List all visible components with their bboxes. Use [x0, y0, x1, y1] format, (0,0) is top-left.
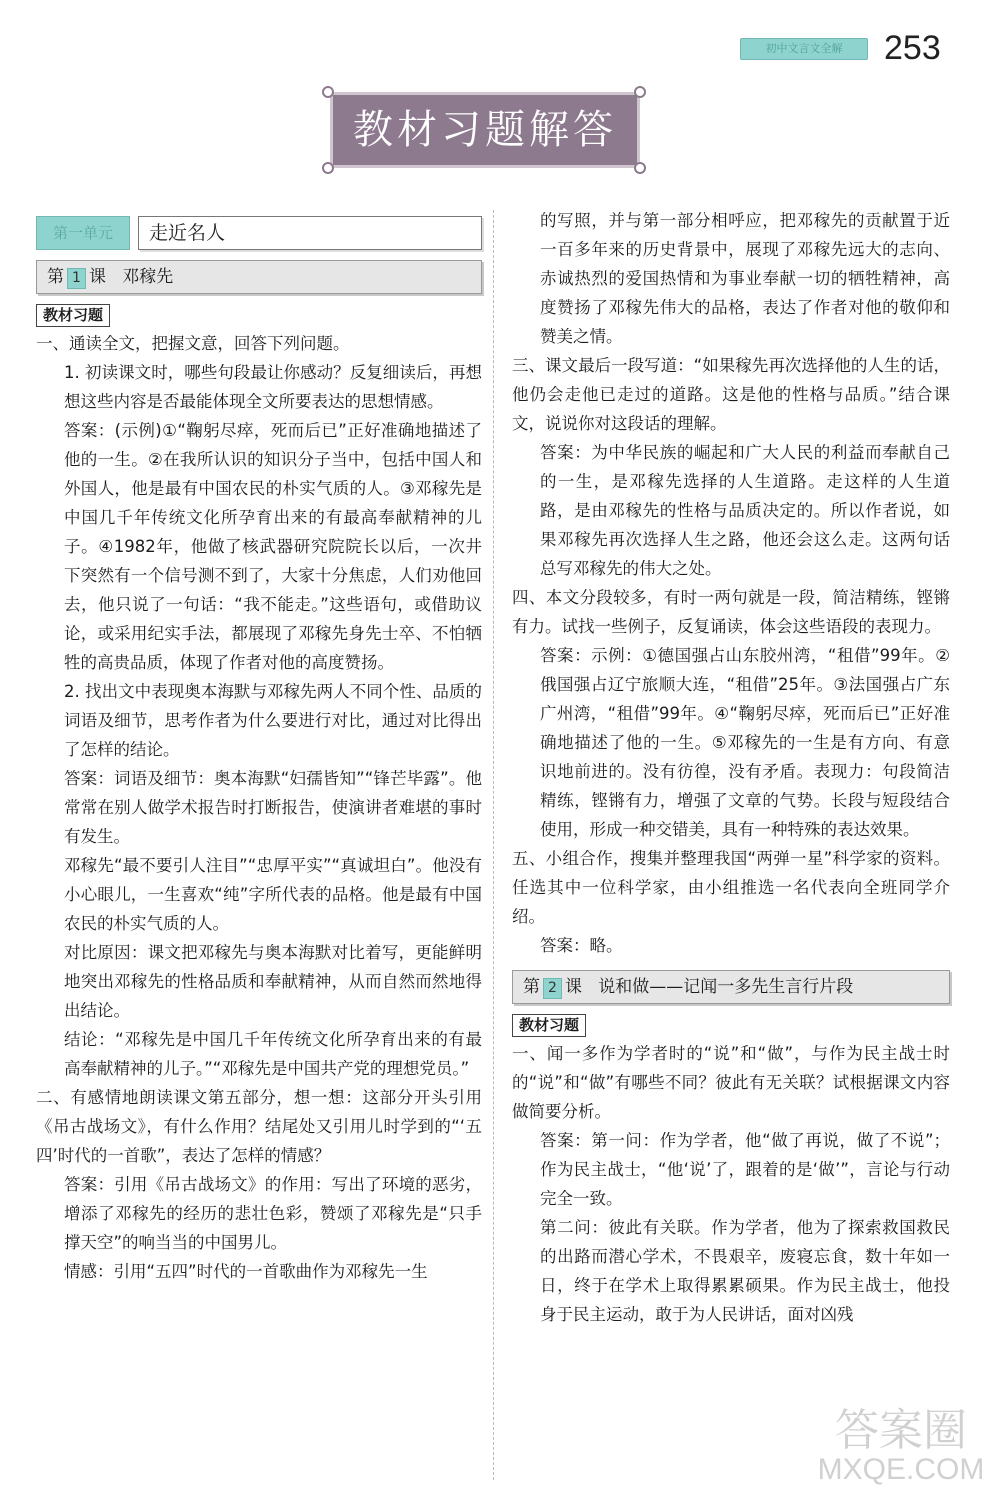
section-tag: 教材习题	[512, 1014, 586, 1037]
lesson-number: 2	[543, 978, 562, 999]
lesson-2-header	[512, 970, 950, 1004]
answer-5: 答案：略。	[540, 936, 623, 955]
answer-2-c: 的写照，并与第一部分相呼应，把邓稼先的贡献置于近一百多年来的历史背景中，展现了邓稼先远大的志向、赤诚热烈的爱国热情和为事业奉献一切的牺牲精神，高度赞扬了邓稼先伟大的品格，表达了作者对他的敬仰和赞美之情。	[540, 211, 950, 346]
banner-corner-dot	[634, 162, 646, 174]
watermark-top: 答案圈	[835, 1406, 967, 1455]
column-divider	[493, 210, 495, 1480]
banner-corner-dot	[322, 86, 334, 98]
unit-header	[36, 216, 482, 252]
title-banner	[330, 92, 640, 168]
question-5: 五、小组合作，搜集并整理我国“两弹一星”科学家的资料。任选其中一位科学家，由小组推选一名代表向全班同学介绍。	[512, 849, 950, 926]
answer-2-a: 答案：引用《吊古战场文》的作用：写出了环境的恶劣，增添了邓稼先的经历的悲壮色彩，赞颂了邓稼先是“只手撑天空”的响当当的中国男儿。	[64, 1175, 482, 1252]
answer-1-1: 答案：(示例)①“鞠躬尽瘁，死而后已”正好准确地描述了他的一生。②在我所认识的知识分子当中，包括中国人和外国人，他是最有中国农民的朴实气质的人。③邓稼先是中国几千年传统文化所孕育出来的有最高奉献精神的儿子。④1982年，他做了核武器研究院院长以后，一次井下突然有一个信号测不到了，大家十分焦虑，人们劝他回去，他只说了一句话：“我不能走。”这些语句，或借助议论，或采用纪实手法，都展现了邓稼先身先士卒、不怕牺牲的高贵品质，体现了作者对他的高度赞扬。	[64, 421, 482, 672]
question-3: 三、课文最后一段写道：“如果稼先再次选择他的人生的话，他仍会走他已走过的道路。这是他的性格与品质。”结合课文，说说你对这段话的理解。	[512, 356, 950, 433]
answer-1-2-c: 对比原因：课文把邓稼先与奥本海默对比着写，更能鲜明地突出邓稼先的性格品质和奉献精神，从而自然而然地得出结论。	[64, 943, 482, 1020]
lesson-number: 1	[67, 268, 86, 289]
answer-1-2-a: 答案：词语及细节：奥本海默“妇孺皆知”“锋芒毕露”。他常常在别人做学术报告时打断报告，使演讲者难堪的事时有发生。	[64, 769, 482, 846]
question-1-2: 2. 找出文中表现奥本海默与邓稼先两人不同个性、品质的词语及细节，思考作者为什么要进行对比，通过对比得出了怎样的结论。	[64, 682, 482, 759]
answer-1-2-b: 邓稼先“最不要引人注目”“忠厚平实”“真诚坦白”。他没有小心眼儿，一生喜欢“纯”字所代表的品格。他是最有中国农民的朴实气质的人。	[64, 856, 482, 933]
question-4: 四、本文分段较多，有时一两句就是一段，简洁精练，铿锵有力。试找一些例子，反复诵读，体会这些语段的表现力。	[512, 588, 950, 636]
lesson2-answer-1-b: 第二问：彼此有关联。作为学者，他为了探索救国救民的出路而潜心学术，不畏艰辛，废寝忘食，数十年如一日，终于在学术上取得累累硕果。作为民主战士，他投身于民主运动，敢于为人民讲话，面对凶残	[540, 1218, 950, 1324]
answer-1-2-d: 结论：“邓稼先是中国几千年传统文化所孕育出来的有最高奉献精神的儿子。”“邓稼先是中国共产党的理想党员。”	[64, 1030, 482, 1078]
left-column	[36, 206, 482, 1286]
lesson-suffix: 课	[89, 267, 106, 287]
lesson-1-header	[36, 260, 482, 294]
question-2: 二、有感情地朗读课文第五部分，想一想：这部分开头引用《吊古战场文》，有什么作用？结尾处又引用儿时学到的“‘五四’时代的一首歌”，表达了怎样的情感？	[36, 1088, 482, 1165]
answer-3: 答案：为中华民族的崛起和广大人民的利益而奉献自己的一生，是邓稼先选择的人生道路。走这样的人生道路，是由邓稼先的性格与品质决定的。所以作者说，如果邓稼先再次选择人生之路，他还会这么走。这两句话总写邓稼先的伟大之处。	[540, 443, 950, 578]
lesson2-question-1: 一、闻一多作为学者时的“说”和“做”，与作为民主战士时的“说”和“做”有哪些不同？彼此有无关联？试根据课文内容做简要分析。	[512, 1044, 950, 1121]
answer-2-b: 情感：引用“五四”时代的一首歌曲作为邓稼先一生	[64, 1262, 428, 1281]
answer-4: 答案：示例：①德国强占山东胶州湾，“租借”99年。②俄国强占辽宁旅顺大连，“租借”25年。③法国强占广东广州湾，“租借”99年。④“鞠躬尽瘁，死而后已”正好准确地描述了他的一生。⑤邓稼先的一生是有方向、有意识地前进的。没有彷徨，没有矛盾。表现力：句段简洁精练，铿锵有力，增强了文章的气势。长段与短段结合使用，形成一种交错美，具有一种特殊的表达效果。	[540, 646, 950, 839]
lesson-title: 说和做——记闻一多先生言行片段	[598, 977, 854, 997]
right-column	[512, 206, 950, 1329]
page-number: 253	[884, 29, 941, 67]
page-title: 教材习题解答	[353, 107, 617, 153]
unit-tag: 第一单元	[36, 216, 130, 250]
watermark-bottom: MXQE.COM	[817, 1453, 985, 1486]
question-1: 一、通读全文，把握文意，回答下列问题。	[36, 334, 350, 353]
lesson-suffix: 课	[565, 977, 582, 997]
lesson-prefix: 第	[47, 267, 64, 287]
lesson2-answer-1-a: 答案：第一问：作为学者，他“做了再说，做了不说”；作为民主战士，“他‘说’了，跟着的是‘做’”，言论与行动完全一致。	[540, 1131, 950, 1208]
unit-title: 走近名人	[138, 216, 482, 250]
header-tag: 初中文言文全解	[740, 38, 868, 60]
lesson-title: 邓稼先	[122, 267, 174, 287]
watermark	[812, 1408, 990, 1488]
section-tag: 教材习题	[36, 304, 110, 327]
banner-corner-dot	[634, 86, 646, 98]
question-1-1: 1. 初读课文时，哪些句段最让你感动？反复细读后，再想想这些内容是否最能体现全文所要表达的思想情感。	[64, 363, 482, 411]
lesson-prefix: 第	[523, 977, 540, 997]
banner-corner-dot	[322, 162, 334, 174]
